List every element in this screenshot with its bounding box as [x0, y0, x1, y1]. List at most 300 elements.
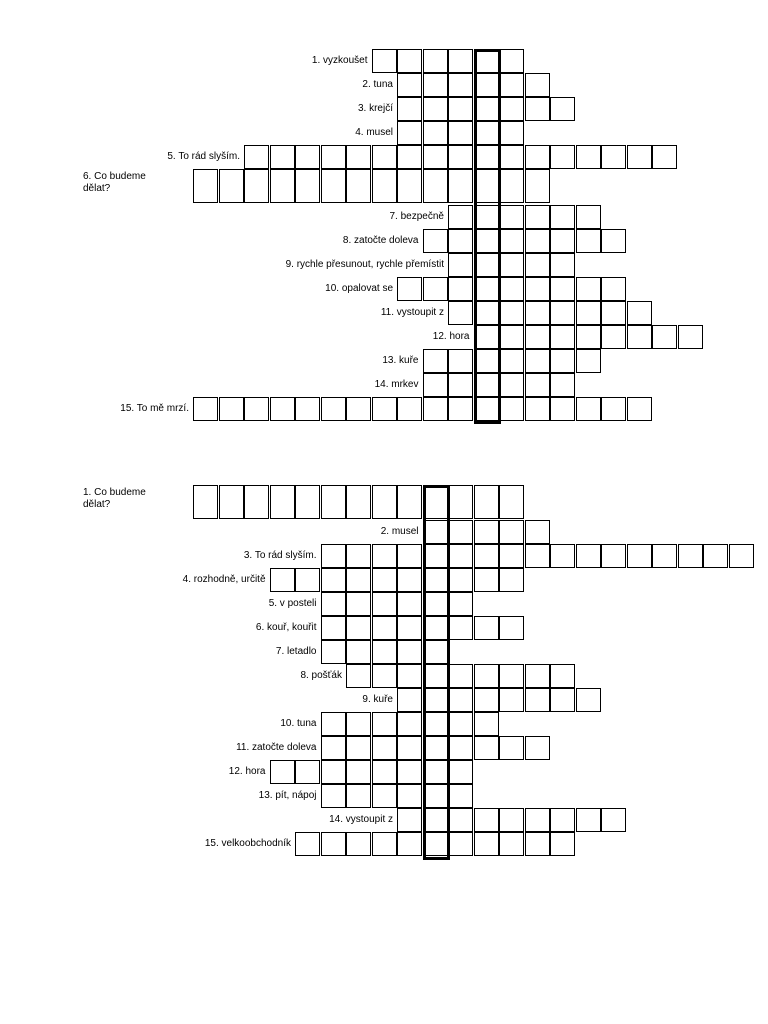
crossword-cell[interactable]	[525, 808, 550, 832]
crossword-cell[interactable]	[601, 325, 626, 349]
crossword-cell[interactable]	[448, 712, 473, 736]
crossword-cell[interactable]	[270, 145, 295, 169]
crossword-cell[interactable]	[448, 520, 473, 544]
crossword-cell[interactable]	[550, 97, 575, 121]
crossword-cell[interactable]	[576, 229, 601, 253]
clue-label: 10. opalovat se	[325, 283, 393, 294]
crossword-cell[interactable]	[448, 349, 473, 373]
crossword-cell[interactable]	[321, 760, 346, 784]
crossword-cell[interactable]	[448, 397, 473, 421]
crossword-cell[interactable]	[321, 568, 346, 592]
crossword-cell[interactable]	[576, 145, 601, 169]
crossword-cell[interactable]	[525, 169, 550, 203]
crossword-cell[interactable]	[346, 616, 371, 640]
crossword-cell[interactable]	[678, 544, 703, 568]
crossword-cell[interactable]	[550, 373, 575, 397]
crossword-cell[interactable]	[448, 49, 473, 73]
crossword-cell[interactable]	[219, 397, 244, 421]
crossword-cell[interactable]	[474, 808, 499, 832]
crossword-cell[interactable]	[525, 544, 550, 568]
crossword-cell[interactable]	[321, 544, 346, 568]
crossword-cell[interactable]	[321, 640, 346, 664]
crossword-cell[interactable]	[397, 592, 422, 616]
crossword-cell[interactable]	[448, 832, 473, 856]
crossword-cell[interactable]	[321, 145, 346, 169]
crossword-cell[interactable]	[525, 277, 550, 301]
crossword-cell[interactable]	[397, 664, 422, 688]
crossword-cell[interactable]	[423, 97, 448, 121]
crossword-cell[interactable]	[499, 736, 524, 760]
clue-label: 3. To rád slyším.	[243, 550, 317, 561]
crossword-cell[interactable]	[499, 301, 524, 325]
crossword-cell[interactable]	[525, 301, 550, 325]
crossword-cell[interactable]	[448, 485, 473, 519]
crossword-cell[interactable]	[372, 784, 397, 808]
crossword-cell[interactable]	[423, 592, 448, 616]
crossword-cell[interactable]	[601, 301, 626, 325]
crossword-cell[interactable]	[525, 205, 550, 229]
crossword-row	[0, 664, 768, 688]
crossword-cell[interactable]	[474, 832, 499, 856]
crossword-cell[interactable]	[372, 397, 397, 421]
crossword-cell[interactable]	[474, 349, 499, 373]
crossword-cell[interactable]	[244, 485, 269, 519]
crossword-cell[interactable]	[448, 373, 473, 397]
crossword-cell[interactable]	[499, 145, 524, 169]
crossword-cell[interactable]	[474, 485, 499, 519]
crossword-cell[interactable]	[550, 229, 575, 253]
crossword-cell[interactable]	[423, 169, 448, 203]
crossword-cell[interactable]	[321, 592, 346, 616]
crossword-cell[interactable]	[423, 520, 448, 544]
crossword-cell[interactable]	[499, 832, 524, 856]
crossword-cell[interactable]	[627, 397, 652, 421]
clue-label: 15. To mě mrzí.	[120, 403, 189, 414]
crossword-cell[interactable]	[499, 520, 524, 544]
crossword-row	[0, 832, 768, 856]
crossword-cell[interactable]	[550, 808, 575, 832]
crossword-cell[interactable]	[499, 277, 524, 301]
crossword-cell[interactable]	[423, 616, 448, 640]
crossword-cell[interactable]	[576, 325, 601, 349]
crossword-cell[interactable]	[423, 121, 448, 145]
crossword-cell[interactable]	[397, 169, 422, 203]
crossword-cell[interactable]	[295, 485, 320, 519]
crossword-cell[interactable]	[576, 397, 601, 421]
crossword-cell[interactable]	[372, 592, 397, 616]
crossword-cell[interactable]	[346, 784, 371, 808]
crossword-cell[interactable]	[346, 736, 371, 760]
crossword-cell[interactable]	[499, 325, 524, 349]
crossword-cell[interactable]	[550, 277, 575, 301]
crossword-cell[interactable]	[372, 568, 397, 592]
crossword-cell[interactable]	[270, 760, 295, 784]
crossword-cell[interactable]	[576, 301, 601, 325]
crossword-cell[interactable]	[550, 664, 575, 688]
crossword-cell[interactable]	[372, 49, 397, 73]
crossword-cell[interactable]	[423, 568, 448, 592]
crossword-cell[interactable]	[474, 520, 499, 544]
crossword-cell[interactable]	[550, 145, 575, 169]
crossword-cell[interactable]	[397, 121, 422, 145]
crossword-cell[interactable]	[397, 784, 422, 808]
crossword-cell[interactable]	[474, 301, 499, 325]
clue-label: 12. hora	[228, 766, 266, 777]
crossword-cell[interactable]	[576, 688, 601, 712]
crossword-cell[interactable]	[346, 640, 371, 664]
crossword-cell[interactable]	[525, 97, 550, 121]
crossword-cell[interactable]	[474, 169, 499, 203]
crossword-row	[0, 121, 768, 145]
crossword-cell[interactable]	[525, 145, 550, 169]
crossword-cell[interactable]	[295, 397, 320, 421]
crossword-cell[interactable]	[525, 688, 550, 712]
crossword-row	[0, 205, 768, 229]
crossword-cell[interactable]	[346, 145, 371, 169]
crossword-cell[interactable]	[295, 832, 320, 856]
crossword-cell[interactable]	[474, 325, 499, 349]
crossword-cell[interactable]	[474, 205, 499, 229]
crossword-cell[interactable]	[550, 688, 575, 712]
crossword-cell[interactable]	[499, 808, 524, 832]
crossword-cell[interactable]	[423, 808, 448, 832]
crossword-cell[interactable]	[729, 544, 754, 568]
crossword-cell[interactable]	[601, 229, 626, 253]
crossword-row	[0, 485, 768, 509]
crossword-cell[interactable]	[321, 832, 346, 856]
clue-label: 15. velkoobchodník	[204, 838, 291, 849]
crossword-cell[interactable]	[423, 784, 448, 808]
crossword-cell[interactable]	[372, 616, 397, 640]
crossword-cell[interactable]	[525, 325, 550, 349]
crossword-cell[interactable]	[423, 832, 448, 856]
crossword-cell[interactable]	[295, 145, 320, 169]
crossword-cell[interactable]	[448, 616, 473, 640]
crossword-row	[0, 784, 768, 808]
crossword-cell[interactable]	[499, 664, 524, 688]
crossword-row	[0, 301, 768, 325]
clue-label: 12. hora	[432, 331, 470, 342]
crossword-row	[0, 97, 768, 121]
crossword-cell[interactable]	[448, 205, 473, 229]
clue-label: 10. tuna	[280, 718, 317, 729]
crossword-cell[interactable]	[448, 544, 473, 568]
crossword-cell[interactable]	[423, 349, 448, 373]
crossword-cell[interactable]	[525, 397, 550, 421]
crossword-cell[interactable]	[550, 349, 575, 373]
crossword-cell[interactable]	[295, 760, 320, 784]
crossword-cell[interactable]	[576, 277, 601, 301]
crossword-cell[interactable]	[627, 325, 652, 349]
crossword-cell[interactable]	[474, 97, 499, 121]
crossword-cell[interactable]	[423, 688, 448, 712]
crossword-cell[interactable]	[397, 808, 422, 832]
crossword-cell[interactable]	[474, 121, 499, 145]
clue-label: 8. zatočte doleva	[342, 235, 419, 246]
crossword-row	[0, 736, 768, 760]
clue-label: 4. musel	[355, 127, 393, 138]
crossword-cell[interactable]	[499, 568, 524, 592]
crossword-cell[interactable]	[448, 568, 473, 592]
crossword-cell[interactable]	[346, 832, 371, 856]
crossword-cell[interactable]	[423, 277, 448, 301]
crossword-cell[interactable]	[474, 49, 499, 73]
crossword-cell[interactable]	[525, 373, 550, 397]
crossword-cell[interactable]	[397, 832, 422, 856]
crossword-cell[interactable]	[346, 397, 371, 421]
crossword-cell[interactable]	[627, 301, 652, 325]
clue-label: 9. rychle přesunout, rychle přemístit	[285, 259, 444, 270]
crossword-row	[0, 808, 768, 832]
crossword-row	[0, 349, 768, 373]
crossword-cell[interactable]	[397, 397, 422, 421]
crossword-cell[interactable]	[346, 592, 371, 616]
crossword-cell[interactable]	[448, 277, 473, 301]
crossword-cell[interactable]	[499, 229, 524, 253]
crossword-cell[interactable]	[499, 373, 524, 397]
crossword-cell[interactable]	[525, 253, 550, 277]
crossword-cell[interactable]	[372, 760, 397, 784]
clue-label: 5. v posteli	[268, 598, 317, 609]
crossword-cell[interactable]	[397, 568, 422, 592]
crossword-cell[interactable]	[372, 712, 397, 736]
crossword-cell[interactable]	[448, 229, 473, 253]
crossword-cell[interactable]	[346, 664, 371, 688]
crossword-cell[interactable]	[448, 121, 473, 145]
crossword-cell[interactable]	[550, 397, 575, 421]
crossword-cell[interactable]	[601, 277, 626, 301]
crossword-cell[interactable]	[601, 145, 626, 169]
crossword-cell[interactable]	[372, 640, 397, 664]
clue-label: 2. musel	[380, 526, 419, 537]
crossword-cell[interactable]	[474, 568, 499, 592]
crossword-cell[interactable]	[346, 760, 371, 784]
crossword-cell[interactable]	[448, 760, 473, 784]
crossword-cell[interactable]	[525, 229, 550, 253]
crossword-cell[interactable]	[448, 784, 473, 808]
crossword-cell[interactable]	[499, 73, 524, 97]
crossword-cell[interactable]	[448, 808, 473, 832]
crossword-cell[interactable]	[499, 616, 524, 640]
crossword-cell[interactable]	[321, 397, 346, 421]
crossword-cell[interactable]	[448, 169, 473, 203]
crossword-cell[interactable]	[448, 145, 473, 169]
crossword-row	[0, 229, 768, 253]
crossword-cell[interactable]	[397, 277, 422, 301]
crossword-cell[interactable]	[474, 397, 499, 421]
crossword-cell[interactable]	[703, 544, 728, 568]
crossword-cell[interactable]	[652, 145, 677, 169]
crossword-cell[interactable]	[321, 736, 346, 760]
crossword-cell[interactable]	[346, 568, 371, 592]
crossword-cell[interactable]	[423, 712, 448, 736]
crossword-cell[interactable]	[474, 229, 499, 253]
crossword-cell[interactable]	[423, 73, 448, 97]
crossword-cell[interactable]	[321, 712, 346, 736]
crossword-cell[interactable]	[448, 73, 473, 97]
crossword-cell[interactable]	[423, 544, 448, 568]
crossword-cell[interactable]	[397, 616, 422, 640]
crossword-cell[interactable]	[270, 397, 295, 421]
crossword-cell[interactable]	[448, 97, 473, 121]
crossword-cell[interactable]	[576, 544, 601, 568]
crossword-cell[interactable]	[423, 49, 448, 73]
crossword-cell[interactable]	[474, 664, 499, 688]
crossword-cell[interactable]	[627, 544, 652, 568]
crossword-cell[interactable]	[499, 688, 524, 712]
crossword-cell[interactable]	[295, 169, 320, 203]
crossword-cell[interactable]	[474, 145, 499, 169]
crossword-cell[interactable]	[525, 832, 550, 856]
crossword-cell[interactable]	[474, 616, 499, 640]
crossword-cell[interactable]	[372, 664, 397, 688]
clue-label: 2. tuna	[362, 79, 393, 90]
crossword-cell[interactable]	[576, 808, 601, 832]
crossword-cell[interactable]	[550, 325, 575, 349]
crossword-cell[interactable]	[550, 301, 575, 325]
crossword-cell[interactable]	[525, 520, 550, 544]
crossword-cell[interactable]	[525, 349, 550, 373]
crossword-cell[interactable]	[423, 664, 448, 688]
crossword-cell[interactable]	[499, 97, 524, 121]
crossword-cell[interactable]	[652, 544, 677, 568]
crossword-cell[interactable]	[219, 485, 244, 519]
clue-label: 14. mrkev	[374, 379, 419, 390]
crossword-cell[interactable]	[346, 544, 371, 568]
crossword-cell[interactable]	[423, 760, 448, 784]
crossword-cell[interactable]	[499, 253, 524, 277]
crossword-cell[interactable]	[499, 544, 524, 568]
crossword-cell[interactable]	[601, 397, 626, 421]
crossword-cell[interactable]	[499, 121, 524, 145]
crossword-cell[interactable]	[397, 544, 422, 568]
crossword-cell[interactable]	[193, 397, 218, 421]
crossword-cell[interactable]	[397, 712, 422, 736]
crossword-row	[0, 616, 768, 640]
crossword-cell[interactable]	[423, 397, 448, 421]
crossword-cell[interactable]	[423, 373, 448, 397]
crossword-cell[interactable]	[397, 640, 422, 664]
crossword-row	[0, 277, 768, 301]
crossword-cell[interactable]	[397, 97, 422, 121]
clue-label: 11. vystoupit z	[380, 307, 444, 318]
crossword-row	[0, 688, 768, 712]
clue-label: 9. kuře	[362, 694, 393, 705]
crossword-cell[interactable]	[372, 736, 397, 760]
crossword-cell[interactable]	[601, 544, 626, 568]
crossword-cell[interactable]	[397, 49, 422, 73]
crossword-cell[interactable]	[678, 325, 703, 349]
crossword-cell[interactable]	[219, 169, 244, 203]
crossword-cell[interactable]	[397, 736, 422, 760]
crossword-cell[interactable]	[499, 397, 524, 421]
crossword-cell[interactable]	[423, 229, 448, 253]
crossword-cell[interactable]	[270, 568, 295, 592]
crossword-cell[interactable]	[601, 808, 626, 832]
crossword-cell[interactable]	[321, 485, 346, 519]
crossword-cell[interactable]	[423, 736, 448, 760]
crossword-cell[interactable]	[244, 169, 269, 203]
crossword-row	[0, 397, 768, 421]
crossword-cell[interactable]	[244, 145, 269, 169]
crossword-cell[interactable]	[474, 544, 499, 568]
crossword-cell[interactable]	[448, 301, 473, 325]
clue-label: 6. kouř, kouřit	[255, 622, 317, 633]
crossword-cell[interactable]	[295, 568, 320, 592]
crossword-cell[interactable]	[193, 169, 218, 203]
crossword-cell[interactable]	[346, 485, 371, 519]
crossword-cell[interactable]	[474, 277, 499, 301]
clue-label: 8. pošťák	[300, 670, 342, 681]
crossword-cell[interactable]	[397, 760, 422, 784]
crossword-cell[interactable]	[372, 485, 397, 519]
crossword-cell[interactable]	[448, 736, 473, 760]
crossword-cell[interactable]	[321, 169, 346, 203]
crossword-cell[interactable]	[525, 736, 550, 760]
crossword-cell[interactable]	[499, 169, 524, 203]
crossword-cell[interactable]	[244, 397, 269, 421]
crossword-row	[0, 712, 768, 736]
crossword-cell[interactable]	[652, 325, 677, 349]
clue-label: 5. To rád slyším.	[167, 151, 240, 162]
clue-label: 13. kuře	[382, 355, 419, 366]
crossword-cell[interactable]	[474, 253, 499, 277]
crossword-cell[interactable]	[423, 145, 448, 169]
crossword-cell[interactable]	[525, 664, 550, 688]
crossword-cell[interactable]	[397, 688, 422, 712]
crossword-cell[interactable]	[448, 592, 473, 616]
crossword-cell[interactable]	[448, 664, 473, 688]
crossword-cell[interactable]	[474, 736, 499, 760]
crossword-cell[interactable]	[576, 349, 601, 373]
crossword-cell[interactable]	[346, 169, 371, 203]
crossword-cell[interactable]	[550, 832, 575, 856]
crossword-cell[interactable]	[346, 712, 371, 736]
crossword-cell[interactable]	[372, 145, 397, 169]
crossword-cell[interactable]	[397, 73, 422, 97]
crossword-cell[interactable]	[499, 485, 524, 519]
crossword-cell[interactable]	[423, 640, 448, 664]
crossword-cell[interactable]	[525, 73, 550, 97]
crossword-cell[interactable]	[550, 544, 575, 568]
crossword-cell[interactable]	[474, 73, 499, 97]
crossword-cell[interactable]	[576, 205, 601, 229]
crossword-cell[interactable]	[550, 253, 575, 277]
crossword-cell[interactable]	[448, 253, 473, 277]
crossword-cell[interactable]	[499, 205, 524, 229]
crossword-cell[interactable]	[474, 688, 499, 712]
crossword-cell[interactable]	[499, 49, 524, 73]
crossword-cell[interactable]	[270, 485, 295, 519]
crossword-cell[interactable]	[270, 169, 295, 203]
crossword-cell[interactable]	[372, 169, 397, 203]
crossword-cell[interactable]	[499, 349, 524, 373]
crossword-cell[interactable]	[550, 205, 575, 229]
crossword-cell[interactable]	[372, 544, 397, 568]
crossword-cell[interactable]	[397, 485, 422, 519]
crossword-cell[interactable]	[474, 712, 499, 736]
crossword-cell[interactable]	[193, 485, 218, 519]
crossword-cell[interactable]	[448, 688, 473, 712]
crossword-cell[interactable]	[423, 485, 448, 519]
crossword-cell[interactable]	[474, 373, 499, 397]
crossword-cell[interactable]	[321, 616, 346, 640]
crossword-cell[interactable]	[397, 145, 422, 169]
crossword-cell[interactable]	[372, 832, 397, 856]
clue-label: 13. pít, nápoj	[258, 790, 317, 801]
crossword-cell[interactable]	[627, 145, 652, 169]
crossword-cell[interactable]	[321, 784, 346, 808]
